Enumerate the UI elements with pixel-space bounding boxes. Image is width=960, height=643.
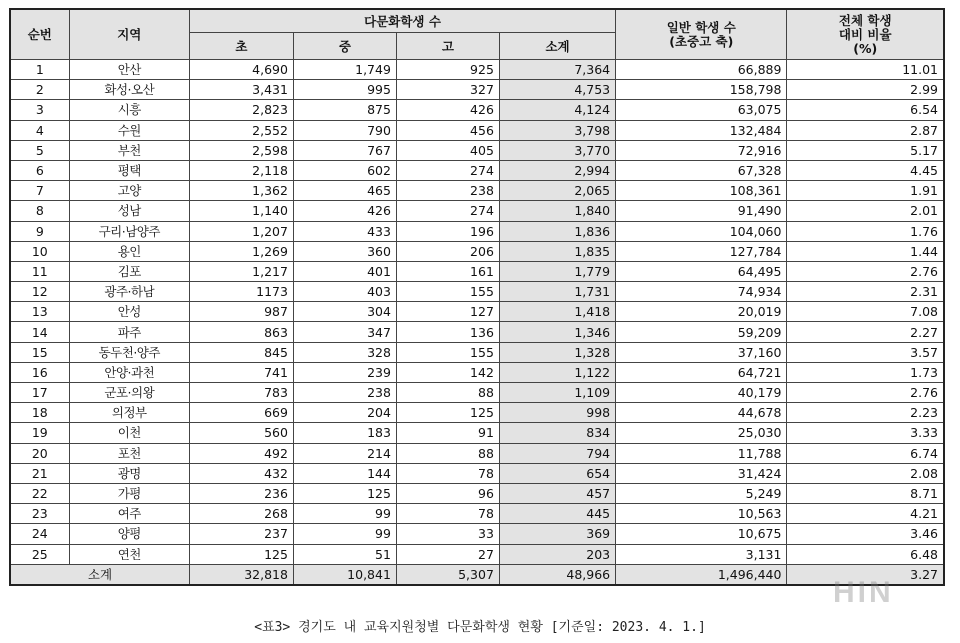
cell-general: 66,889 — [616, 60, 787, 80]
cell-rank: 8 — [10, 201, 69, 221]
table-row — [10, 140, 944, 160]
multicultural-students-table — [9, 8, 945, 586]
cell-region: 안성 — [69, 302, 189, 322]
cell-general: 37,160 — [616, 342, 787, 362]
cell-subtotal: 3,798 — [499, 120, 615, 140]
cell-rank: 3 — [10, 100, 69, 120]
cell-middle: 328 — [293, 342, 396, 362]
cell-rank: 23 — [10, 504, 69, 524]
cell-subtotal: 2,994 — [499, 160, 615, 180]
cell-subtotal: 457 — [499, 483, 615, 503]
table-row — [10, 221, 944, 241]
cell-rank: 1 — [10, 60, 69, 80]
cell-high: 78 — [396, 504, 499, 524]
cell-elementary: 863 — [189, 322, 293, 342]
cell-elementary: 432 — [189, 463, 293, 483]
cell-ratio: 1.91 — [787, 181, 944, 201]
cell-elementary: 1173 — [189, 282, 293, 302]
cell-rank: 15 — [10, 342, 69, 362]
header-ratio — [787, 9, 944, 60]
cell-ratio: 3.33 — [787, 423, 944, 443]
header-region: 지역 — [69, 9, 189, 60]
cell-high: 238 — [396, 181, 499, 201]
cell-high: 136 — [396, 322, 499, 342]
cell-elementary: 4,690 — [189, 60, 293, 80]
cell-rank: 18 — [10, 403, 69, 423]
cell-high: 274 — [396, 201, 499, 221]
cell-middle: 426 — [293, 201, 396, 221]
cell-ratio: 2.87 — [787, 120, 944, 140]
cell-middle: 875 — [293, 100, 396, 120]
cell-rank: 16 — [10, 362, 69, 382]
cell-region: 의정부 — [69, 403, 189, 423]
cell-elementary: 1,217 — [189, 261, 293, 281]
cell-ratio: 2.76 — [787, 261, 944, 281]
cell-high: 196 — [396, 221, 499, 241]
cell-rank: 4 — [10, 120, 69, 140]
cell-ratio: 2.23 — [787, 403, 944, 423]
cell-ratio: 1.44 — [787, 241, 944, 261]
cell-middle: 767 — [293, 140, 396, 160]
cell-elementary: 492 — [189, 443, 293, 463]
cell-rank: 20 — [10, 443, 69, 463]
cell-region: 연천 — [69, 544, 189, 564]
cell-rank: 14 — [10, 322, 69, 342]
cell-subtotal: 4,753 — [499, 80, 615, 100]
header-general-line2: (초중고 축) — [669, 33, 734, 49]
table-row — [10, 483, 944, 503]
table-row — [10, 463, 944, 483]
cell-region: 부천 — [69, 140, 189, 160]
cell-general: 67,328 — [616, 160, 787, 180]
cell-region: 수원 — [69, 120, 189, 140]
total-label: 소계 — [10, 564, 189, 585]
cell-ratio: 6.74 — [787, 443, 944, 463]
cell-subtotal: 445 — [499, 504, 615, 524]
cell-region: 포천 — [69, 443, 189, 463]
cell-middle: 144 — [293, 463, 396, 483]
cell-subtotal: 1,840 — [499, 201, 615, 221]
cell-elementary: 2,118 — [189, 160, 293, 180]
cell-ratio: 5.17 — [787, 140, 944, 160]
header-ratio-line1: 전체 학생 — [838, 12, 892, 28]
cell-middle: 125 — [293, 483, 396, 503]
cell-middle: 360 — [293, 241, 396, 261]
cell-general: 104,060 — [616, 221, 787, 241]
cell-rank: 6 — [10, 160, 69, 180]
cell-rank: 17 — [10, 383, 69, 403]
cell-region: 김포 — [69, 261, 189, 281]
header-subtotal: 소계 — [499, 33, 615, 60]
cell-ratio: 2.31 — [787, 282, 944, 302]
cell-subtotal: 1,346 — [499, 322, 615, 342]
header-ratio-line3: (%) — [853, 40, 878, 56]
cell-region: 안양·과천 — [69, 362, 189, 382]
cell-subtotal: 834 — [499, 423, 615, 443]
table-row — [10, 544, 944, 564]
cell-subtotal: 7,364 — [499, 60, 615, 80]
total-general: 1,496,440 — [616, 564, 787, 585]
total-elementary: 32,818 — [189, 564, 293, 585]
cell-general: 5,249 — [616, 483, 787, 503]
cell-general: 31,424 — [616, 463, 787, 483]
cell-general: 3,131 — [616, 544, 787, 564]
cell-elementary: 237 — [189, 524, 293, 544]
table-row — [10, 322, 944, 342]
cell-general: 158,798 — [616, 80, 787, 100]
cell-high: 88 — [396, 443, 499, 463]
cell-region: 군포·의왕 — [69, 383, 189, 403]
cell-elementary: 669 — [189, 403, 293, 423]
cell-middle: 1,749 — [293, 60, 396, 80]
cell-rank: 10 — [10, 241, 69, 261]
cell-high: 91 — [396, 423, 499, 443]
cell-middle: 995 — [293, 80, 396, 100]
table-row — [10, 261, 944, 281]
cell-middle: 403 — [293, 282, 396, 302]
cell-rank: 22 — [10, 483, 69, 503]
cell-ratio: 2.01 — [787, 201, 944, 221]
cell-elementary: 2,598 — [189, 140, 293, 160]
table-row — [10, 423, 944, 443]
cell-high: 405 — [396, 140, 499, 160]
table-caption: <표3> 경기도 내 교육지원청별 다문화학생 현황 [기준일: 2023. 4. 1.] — [254, 620, 706, 635]
cell-region: 여주 — [69, 504, 189, 524]
cell-rank: 19 — [10, 423, 69, 443]
cell-general: 63,075 — [616, 100, 787, 120]
total-row — [10, 564, 944, 585]
cell-general: 64,721 — [616, 362, 787, 382]
cell-ratio: 6.48 — [787, 544, 944, 564]
cell-ratio: 3.57 — [787, 342, 944, 362]
table-row — [10, 282, 944, 302]
cell-region: 광주·하남 — [69, 282, 189, 302]
cell-region: 성남 — [69, 201, 189, 221]
header-high: 고 — [396, 33, 499, 60]
cell-general: 10,675 — [616, 524, 787, 544]
total-middle: 10,841 — [293, 564, 396, 585]
cell-subtotal: 654 — [499, 463, 615, 483]
header-ratio-line2: 대비 비율 — [838, 26, 892, 42]
cell-middle: 347 — [293, 322, 396, 342]
cell-rank: 9 — [10, 221, 69, 241]
cell-middle: 51 — [293, 544, 396, 564]
cell-general: 74,934 — [616, 282, 787, 302]
cell-rank: 5 — [10, 140, 69, 160]
cell-elementary: 560 — [189, 423, 293, 443]
cell-elementary: 783 — [189, 383, 293, 403]
cell-region: 구리·남양주 — [69, 221, 189, 241]
cell-ratio: 4.21 — [787, 504, 944, 524]
cell-rank: 2 — [10, 80, 69, 100]
cell-middle: 602 — [293, 160, 396, 180]
cell-middle: 790 — [293, 120, 396, 140]
cell-region: 파주 — [69, 322, 189, 342]
cell-general: 25,030 — [616, 423, 787, 443]
cell-elementary: 1,269 — [189, 241, 293, 261]
cell-general: 11,788 — [616, 443, 787, 463]
cell-ratio: 1.73 — [787, 362, 944, 382]
cell-ratio: 7.08 — [787, 302, 944, 322]
cell-region: 화성·오산 — [69, 80, 189, 100]
cell-middle: 183 — [293, 423, 396, 443]
cell-subtotal: 1,779 — [499, 261, 615, 281]
cell-high: 327 — [396, 80, 499, 100]
cell-high: 155 — [396, 342, 499, 362]
cell-middle: 433 — [293, 221, 396, 241]
table-row — [10, 181, 944, 201]
cell-subtotal: 1,122 — [499, 362, 615, 382]
table-row — [10, 504, 944, 524]
cell-middle: 238 — [293, 383, 396, 403]
cell-general: 127,784 — [616, 241, 787, 261]
cell-subtotal: 369 — [499, 524, 615, 544]
table-row — [10, 160, 944, 180]
table-row — [10, 241, 944, 261]
cell-middle: 99 — [293, 524, 396, 544]
cell-elementary: 125 — [189, 544, 293, 564]
table-body — [10, 60, 944, 565]
cell-subtotal: 998 — [499, 403, 615, 423]
table-row — [10, 362, 944, 382]
cell-subtotal: 3,770 — [499, 140, 615, 160]
cell-rank: 7 — [10, 181, 69, 201]
cell-middle: 204 — [293, 403, 396, 423]
cell-rank: 24 — [10, 524, 69, 544]
table-row — [10, 120, 944, 140]
cell-general: 44,678 — [616, 403, 787, 423]
table-row — [10, 342, 944, 362]
cell-general: 64,495 — [616, 261, 787, 281]
cell-elementary: 1,140 — [189, 201, 293, 221]
cell-ratio: 8.71 — [787, 483, 944, 503]
cell-ratio: 4.45 — [787, 160, 944, 180]
cell-rank: 21 — [10, 463, 69, 483]
cell-middle: 304 — [293, 302, 396, 322]
cell-middle: 465 — [293, 181, 396, 201]
cell-elementary: 1,207 — [189, 221, 293, 241]
cell-ratio: 1.76 — [787, 221, 944, 241]
cell-high: 206 — [396, 241, 499, 261]
cell-subtotal: 1,731 — [499, 282, 615, 302]
cell-subtotal: 2,065 — [499, 181, 615, 201]
cell-region: 이천 — [69, 423, 189, 443]
cell-elementary: 1,362 — [189, 181, 293, 201]
table-row — [10, 443, 944, 463]
cell-elementary: 3,431 — [189, 80, 293, 100]
cell-general: 72,916 — [616, 140, 787, 160]
table-row — [10, 403, 944, 423]
cell-region: 고양 — [69, 181, 189, 201]
total-high: 5,307 — [396, 564, 499, 585]
cell-high: 155 — [396, 282, 499, 302]
cell-region: 광명 — [69, 463, 189, 483]
cell-elementary: 845 — [189, 342, 293, 362]
table-row — [10, 302, 944, 322]
table-row — [10, 383, 944, 403]
cell-subtotal: 794 — [499, 443, 615, 463]
cell-general: 132,484 — [616, 120, 787, 140]
cell-elementary: 236 — [189, 483, 293, 503]
cell-ratio: 6.54 — [787, 100, 944, 120]
cell-ratio: 2.08 — [787, 463, 944, 483]
cell-general: 10,563 — [616, 504, 787, 524]
cell-middle: 214 — [293, 443, 396, 463]
header-elementary: 초 — [189, 33, 293, 60]
header-middle: 중 — [293, 33, 396, 60]
cell-general: 108,361 — [616, 181, 787, 201]
cell-elementary: 2,552 — [189, 120, 293, 140]
cell-region: 양평 — [69, 524, 189, 544]
cell-high: 125 — [396, 403, 499, 423]
cell-general: 59,209 — [616, 322, 787, 342]
table-row — [10, 100, 944, 120]
header-rank: 순번 — [10, 9, 69, 60]
table-row — [10, 80, 944, 100]
cell-region: 동두천·양주 — [69, 342, 189, 362]
cell-general: 40,179 — [616, 383, 787, 403]
cell-elementary: 268 — [189, 504, 293, 524]
header-general-line1: 일반 학생 수 — [666, 19, 736, 35]
cell-ratio: 2.27 — [787, 322, 944, 342]
cell-high: 127 — [396, 302, 499, 322]
table-row — [10, 60, 944, 80]
cell-elementary: 987 — [189, 302, 293, 322]
cell-high: 78 — [396, 463, 499, 483]
cell-subtotal: 1,835 — [499, 241, 615, 261]
header-general-students — [616, 9, 787, 60]
cell-region: 가평 — [69, 483, 189, 503]
cell-ratio: 2.99 — [787, 80, 944, 100]
cell-general: 91,490 — [616, 201, 787, 221]
cell-rank: 25 — [10, 544, 69, 564]
cell-high: 33 — [396, 524, 499, 544]
cell-high: 925 — [396, 60, 499, 80]
header-row-1 — [10, 9, 944, 33]
cell-subtotal: 1,418 — [499, 302, 615, 322]
cell-middle: 401 — [293, 261, 396, 281]
table-row — [10, 524, 944, 544]
cell-high: 27 — [396, 544, 499, 564]
cell-middle: 99 — [293, 504, 396, 524]
cell-high: 456 — [396, 120, 499, 140]
cell-region: 안산 — [69, 60, 189, 80]
cell-high: 142 — [396, 362, 499, 382]
cell-subtotal: 4,124 — [499, 100, 615, 120]
cell-elementary: 741 — [189, 362, 293, 382]
table-row — [10, 201, 944, 221]
total-ratio: 3.27 — [787, 564, 944, 585]
cell-high: 96 — [396, 483, 499, 503]
cell-region: 시흥 — [69, 100, 189, 120]
cell-elementary: 2,823 — [189, 100, 293, 120]
cell-high: 426 — [396, 100, 499, 120]
cell-rank: 13 — [10, 302, 69, 322]
cell-general: 20,019 — [616, 302, 787, 322]
cell-region: 용인 — [69, 241, 189, 261]
cell-ratio: 2.76 — [787, 383, 944, 403]
header-multicultural: 다문화학생 수 — [189, 9, 615, 33]
cell-subtotal: 203 — [499, 544, 615, 564]
cell-subtotal: 1,836 — [499, 221, 615, 241]
cell-ratio: 11.01 — [787, 60, 944, 80]
cell-high: 88 — [396, 383, 499, 403]
cell-subtotal: 1,328 — [499, 342, 615, 362]
cell-region: 평택 — [69, 160, 189, 180]
cell-high: 274 — [396, 160, 499, 180]
watermark-logo: HIN — [833, 576, 894, 609]
cell-subtotal: 1,109 — [499, 383, 615, 403]
cell-rank: 11 — [10, 261, 69, 281]
cell-high: 161 — [396, 261, 499, 281]
total-subtotal: 48,966 — [499, 564, 615, 585]
cell-rank: 12 — [10, 282, 69, 302]
cell-middle: 239 — [293, 362, 396, 382]
cell-ratio: 3.46 — [787, 524, 944, 544]
